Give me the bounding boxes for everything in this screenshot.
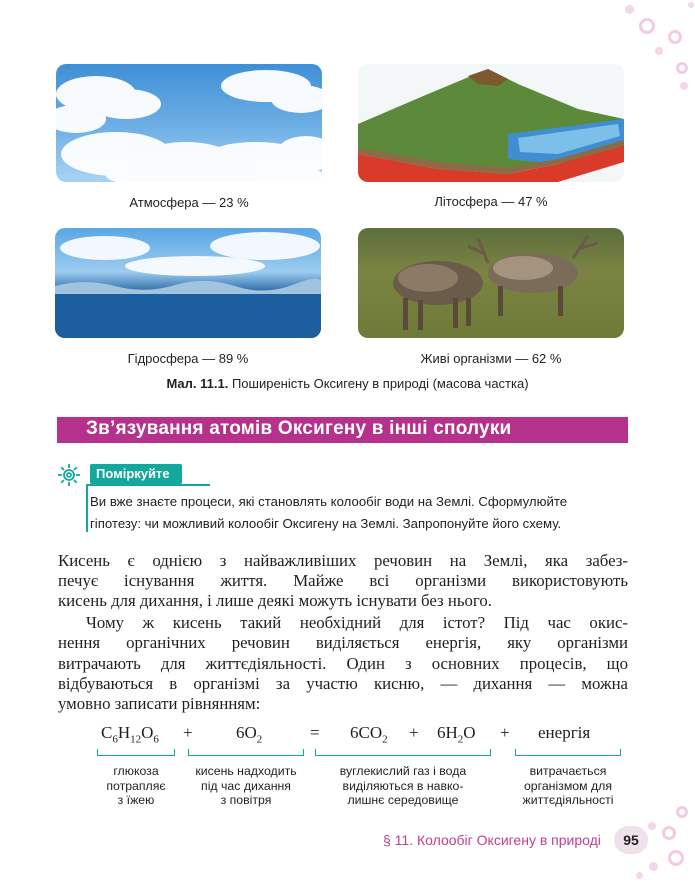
products-note: вуглекислий газ і вода виділяються в навко- лишнє середовище (339, 764, 467, 807)
paragraph-line: Чому ж кисень такий необхідний для істот? Під час окис- (86, 613, 628, 632)
glucose-bracket (97, 749, 175, 756)
decor-ring (676, 62, 688, 74)
page-number: 95 (614, 826, 648, 854)
paragraph-line: печує існування життя. Майже всі організми використовують (58, 571, 628, 590)
think-text (90, 491, 635, 535)
atmosphere-photo (56, 64, 322, 182)
think-line: Ви вже знаєте процеси, які становлять колообіг води на Землі. Сформулюйте (90, 494, 568, 509)
decor-dot (680, 82, 688, 90)
energy-term: енергія (538, 723, 591, 742)
decor-dot (655, 47, 663, 55)
decor-ring (639, 18, 655, 34)
living-organisms-caption: Живі організми — 62 % (420, 351, 562, 366)
figure-label: Мал. 11.1. (166, 376, 229, 391)
gear-icon (56, 462, 82, 488)
hydrosphere-photo (55, 228, 321, 338)
clouds-image (56, 64, 322, 182)
oxygen-formula: $6O_2$ (236, 723, 263, 746)
decor-dot (625, 5, 634, 14)
decor-ring (676, 806, 688, 818)
water-formula: $6H_2O$ (437, 723, 476, 746)
living-organisms-photo (358, 228, 624, 338)
plus-sign: + (183, 723, 193, 742)
equals-sign: = (310, 723, 320, 742)
glucose-note: глюкоза потрапляє з їжею (106, 764, 166, 807)
paragraph-line: нення органічних речовин виділяється енергія, яку організми (58, 633, 628, 652)
decor-dot (649, 862, 658, 871)
figure-caption (0, 376, 695, 391)
running-footer: § 11. Колообіг Оксигену в природі (383, 832, 601, 848)
decor-dot (688, 2, 694, 8)
energy-note: витрачається організмом для життєдіяльності (522, 764, 614, 807)
think-line: гіпотезу: чи можливий колообіг Оксигену на Землі. Запропонуйте його схему. (90, 516, 562, 531)
products-bracket (315, 749, 491, 756)
atmosphere-caption: Атмосфера — 23 % (129, 195, 249, 210)
figure-caption-text: Поширеність Оксигену в природі (масова частка) (228, 376, 529, 391)
oxygen-bracket (188, 749, 304, 756)
paragraph-line: кисень для дихання, і лише деякі можуть існувати без нього. (58, 591, 492, 610)
think-line-vertical (86, 484, 88, 532)
hydrosphere-caption: Гідросфера — 89 % (127, 351, 249, 366)
decor-ring (668, 850, 684, 866)
section-heading-bar (57, 417, 628, 443)
paragraph-line: відбуваються в організмі за участю кисню, — дихання — можна (58, 674, 628, 693)
paragraph-line: умовно записати рівнянням: (58, 694, 261, 713)
section-title: Зв’язування атомів Оксигену в інші сполуки (86, 418, 512, 439)
decor-ring (662, 826, 676, 840)
lithosphere-photo (358, 64, 624, 182)
ocean-image (55, 228, 321, 338)
earth-crust-image (358, 64, 624, 182)
oxygen-note: кисень надходить під час дихання з повітря (195, 764, 297, 807)
decor-dot (648, 822, 656, 830)
reindeer-image (358, 228, 624, 338)
think-label: Поміркуйте (90, 464, 182, 484)
plus-sign: + (500, 723, 510, 742)
lithosphere-caption: Літосфера — 47 % (434, 194, 548, 209)
glucose-formula: $C_6H_{12}O_6$ (101, 723, 159, 746)
decor-dot (636, 872, 643, 879)
paragraph-line: Кисень є однією з найважливіших речовин на Землі, яка забез- (58, 551, 628, 570)
paragraph-line: витрачають для життєдіяльності. Один з основних процесів, що (58, 654, 628, 673)
think-line-horizontal (86, 484, 210, 486)
decor-ring (668, 30, 682, 44)
plus-sign: + (409, 723, 419, 742)
co2-formula: $6CO_2$ (350, 723, 388, 746)
energy-bracket (515, 749, 621, 756)
